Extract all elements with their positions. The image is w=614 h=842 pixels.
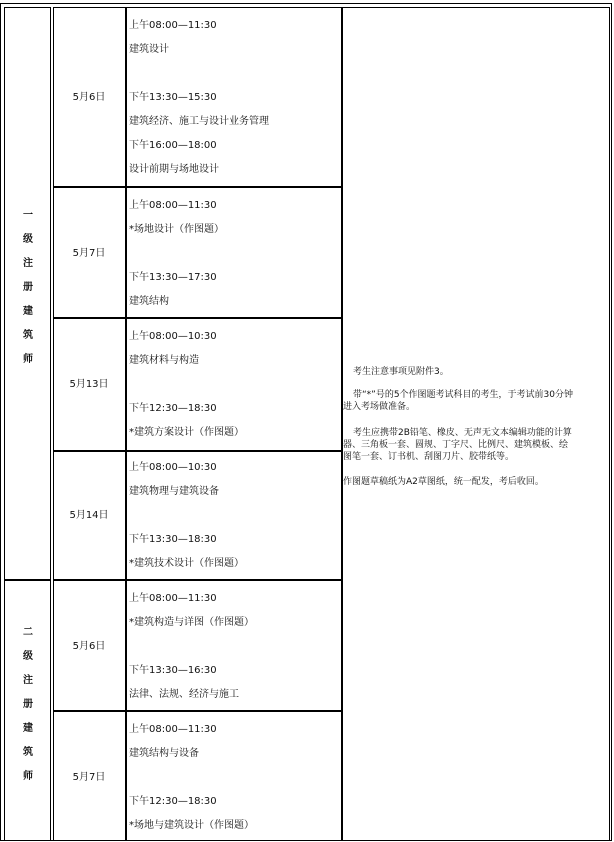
subject: 建筑结构与设备 xyxy=(129,748,199,759)
note-supplies-line2: 器、三角板一套、圆规、丁字尺、比例尺、建筑模板、绘 xyxy=(343,440,569,450)
schedule-cell xyxy=(126,7,342,187)
time-slot: 下午13:30—16:30 xyxy=(129,665,217,676)
time-slot: 上午08:00—11:30 xyxy=(129,593,217,604)
time-slot: 下午12:30—18:30 xyxy=(129,403,217,414)
note-attachment: 考生注意事项见附件3。 xyxy=(353,367,449,377)
time-slot: 下午13:30—17:30 xyxy=(129,272,217,283)
note-supplies-line1: 考生应携带2B铅笔、橡皮、无声无文本编辑功能的计算 xyxy=(353,428,572,438)
subject: *建筑技术设计（作图题） xyxy=(129,558,244,569)
time-slot: 下午13:30—15:30 xyxy=(129,92,217,103)
time-slot: 上午08:00—11:30 xyxy=(129,20,217,31)
date-cell xyxy=(53,7,126,187)
category-cell-grade2 xyxy=(4,580,51,841)
time-slot: 上午08:00—10:30 xyxy=(129,331,217,342)
time-slot: 下午13:30—18:30 xyxy=(129,534,217,545)
schedule-cell xyxy=(126,711,342,841)
date-label: 5月6日 xyxy=(72,92,106,103)
subject: 建筑设计 xyxy=(129,44,169,55)
date-label: 5月7日 xyxy=(72,248,106,259)
schedule-cell xyxy=(126,318,342,451)
note-drawing-exam-line1: 带“*”号的5个作图题考试科目的考生，于考试前30分钟 xyxy=(353,390,574,400)
time-slot: 下午12:30—18:30 xyxy=(129,796,217,807)
date-label: 5月13日 xyxy=(69,379,109,390)
exam-schedule-table xyxy=(0,3,612,841)
subject: 建筑材料与构造 xyxy=(129,355,199,366)
schedule-cell xyxy=(126,187,342,318)
schedule-cell xyxy=(126,580,342,711)
note-draft-paper: 作图题草稿纸为A2草图纸，统一配发，考后收回。 xyxy=(343,477,544,487)
date-label: 5月14日 xyxy=(69,510,109,521)
subject: *建筑方案设计（作图题） xyxy=(129,427,244,438)
note-supplies-line3: 图笔一套、订书机、刮图刀片、胶带纸等。 xyxy=(343,452,515,462)
subject: 设计前期与场地设计 xyxy=(129,164,219,175)
note-drawing-exam-line2: 进入考场做准备。 xyxy=(343,402,416,412)
subject: *场地与建筑设计（作图题） xyxy=(129,820,254,831)
category-label-grade2: 二 级 注 册 建 筑 师 xyxy=(23,627,33,782)
subject: *场地设计（作图题） xyxy=(129,224,224,235)
notes-cell xyxy=(342,7,610,841)
subject: 建筑物理与建筑设备 xyxy=(129,486,219,497)
subject: 法律、法规、经济与施工 xyxy=(129,689,239,700)
category-label-grade1: 一 级 注 册 建 筑 师 xyxy=(23,210,33,365)
date-cell xyxy=(53,711,126,841)
subject: *建筑构造与详图（作图题） xyxy=(129,617,254,628)
category-cell-grade1 xyxy=(4,7,51,580)
time-slot: 上午08:00—11:30 xyxy=(129,724,217,735)
date-cell xyxy=(53,318,126,451)
time-slot: 上午08:00—11:30 xyxy=(129,200,217,211)
date-cell xyxy=(53,451,126,580)
date-label: 5月7日 xyxy=(72,772,106,783)
time-slot: 上午08:00—10:30 xyxy=(129,462,217,473)
subject: 建筑结构 xyxy=(129,296,169,307)
schedule-cell xyxy=(126,451,342,580)
date-label: 5月6日 xyxy=(72,641,106,652)
subject: 建筑经济、施工与设计业务管理 xyxy=(129,116,269,127)
date-cell xyxy=(53,187,126,318)
time-slot: 下午16:00—18:00 xyxy=(129,140,217,151)
date-cell xyxy=(53,580,126,711)
